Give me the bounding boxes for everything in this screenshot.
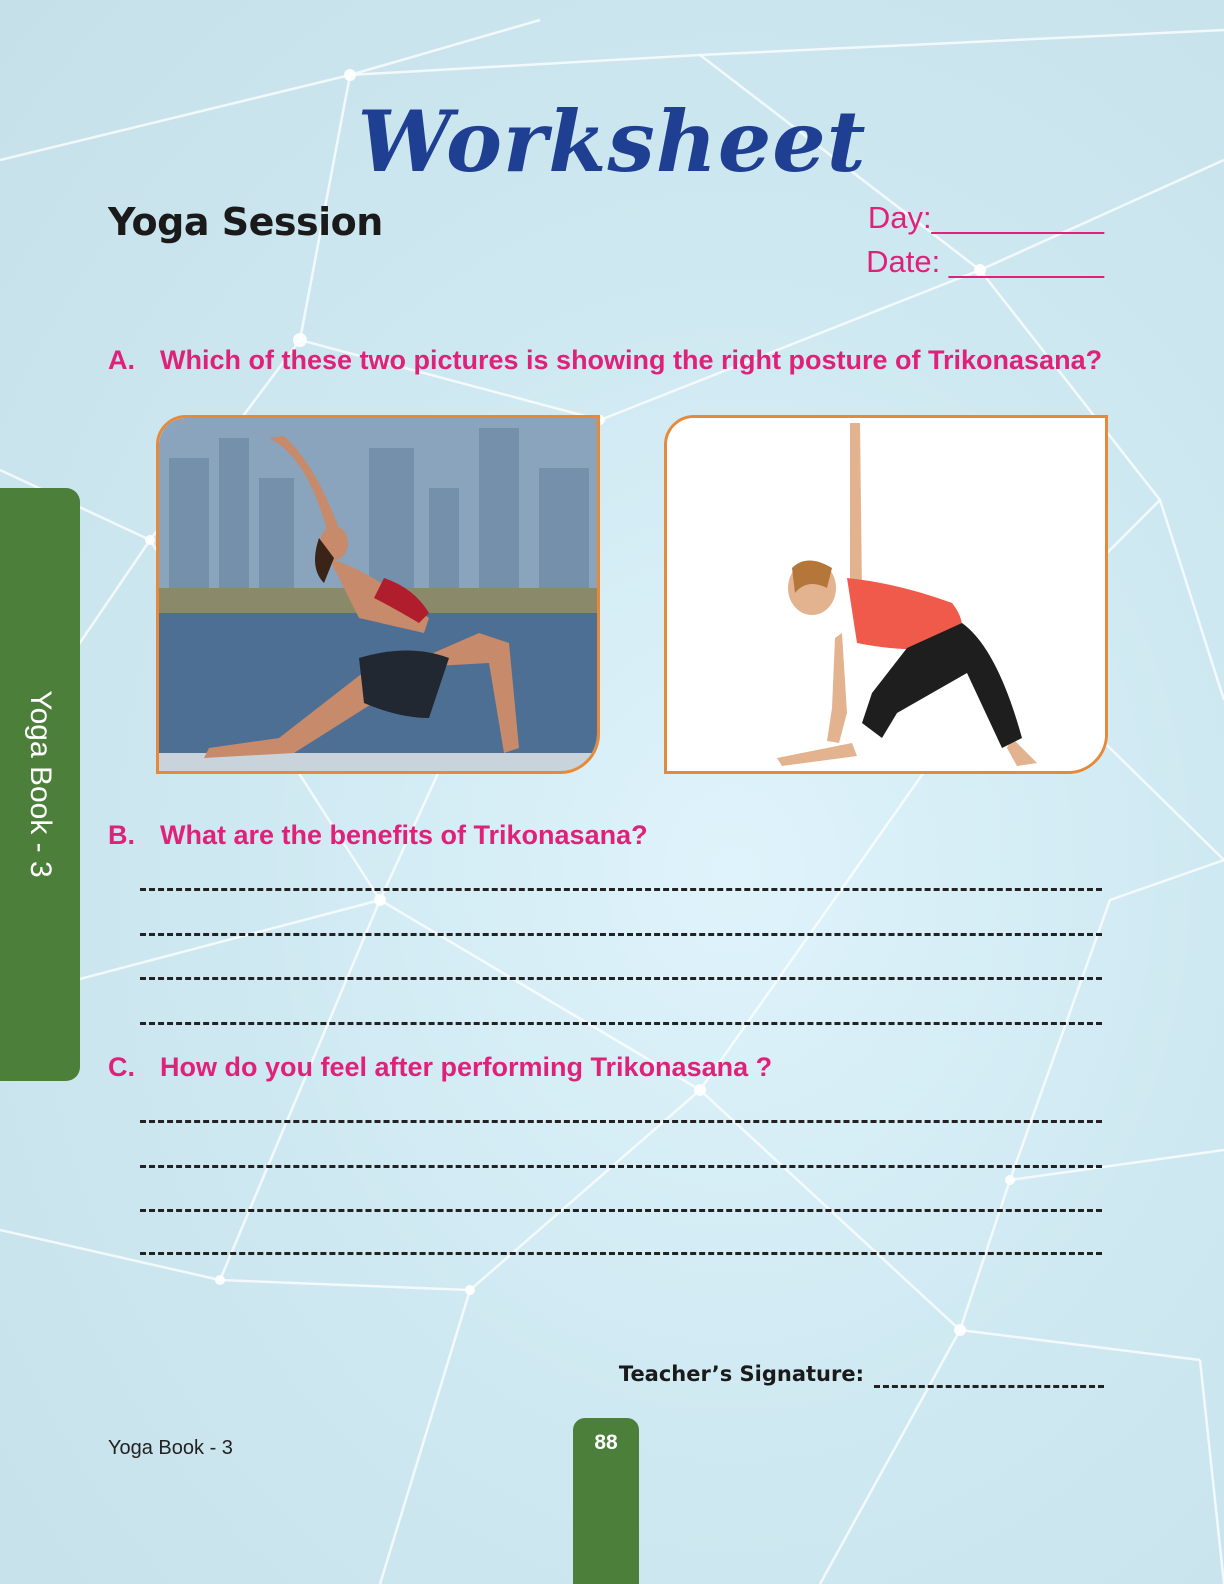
question-c-text: How do you feel after performing Trikonasana ? (160, 1052, 773, 1082)
footer-book-title: Yoga Book - 3 (108, 1437, 233, 1459)
answer-line-c1[interactable] (140, 1120, 1102, 1123)
day-field[interactable]: Day:__________ (867, 200, 1104, 235)
answer-line-b1[interactable] (140, 888, 1102, 891)
question-a-text: Which of these two pictures is showing the right posture of Trikonasana? (160, 345, 1103, 375)
answer-line-c3[interactable] (140, 1209, 1102, 1212)
session-subtitle: Yoga Session (108, 200, 383, 244)
teacher-signature-label: Teacher’s Signature: (618, 1362, 864, 1386)
answer-line-c2[interactable] (140, 1165, 1102, 1168)
date-field[interactable]: Date: _________ (866, 244, 1104, 279)
page-number: 88 (594, 1431, 618, 1454)
yoga-lunge-photo (156, 415, 600, 774)
question-a-letter: A. (108, 345, 135, 375)
question-b-text: What are the benefits of Trikonasana? (160, 820, 648, 850)
answer-line-b4[interactable] (140, 1022, 1102, 1025)
answer-line-b2[interactable] (140, 933, 1102, 936)
trikonasana-photo (664, 415, 1108, 774)
question-b-letter: B. (108, 820, 135, 850)
side-tab-label: Yoga Book - 3 (24, 690, 57, 878)
answer-line-c4[interactable] (140, 1252, 1102, 1255)
question-c-letter: C. (108, 1052, 135, 1082)
answer-line-b3[interactable] (140, 977, 1102, 980)
worksheet-title: Worksheet (357, 92, 867, 191)
teacher-signature-line[interactable] (874, 1385, 1104, 1388)
